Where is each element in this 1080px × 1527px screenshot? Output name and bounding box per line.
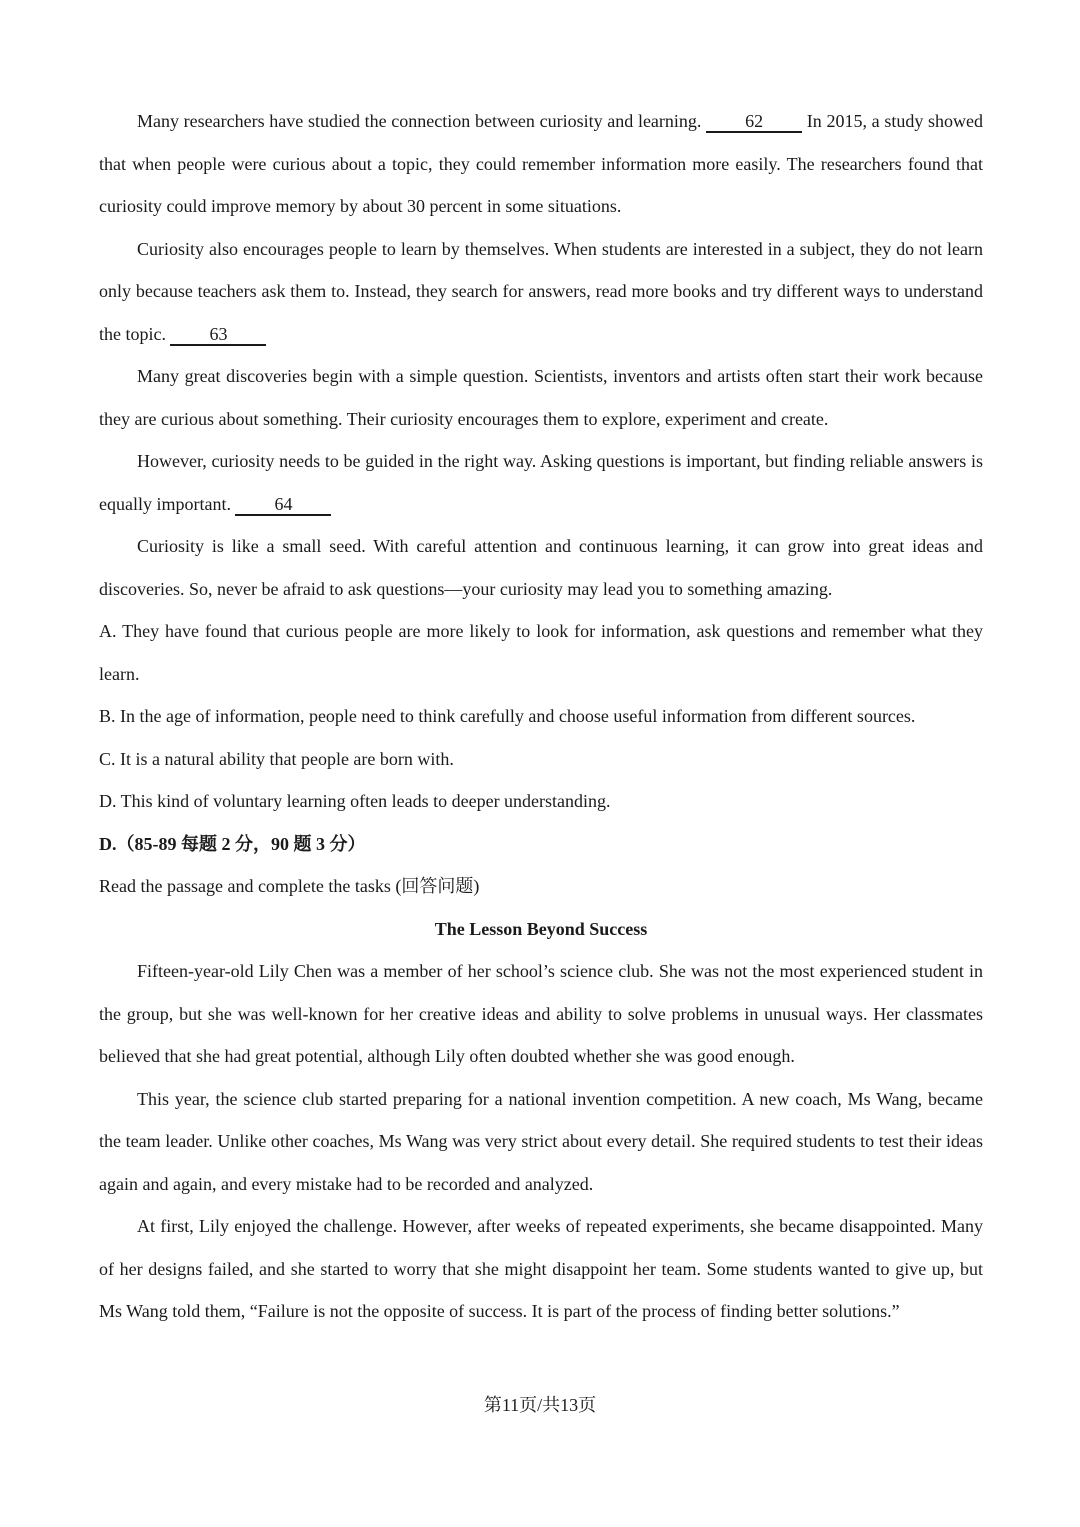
reading-paragraph-2: This year, the science club started preparing for a national invention competition. A new coach, Ms Wang, became the team leader. Unlike other coaches, Ms Wang was very strict about every detail. She required students to test their ideas again and again, and every mistake had to be recorded and analyzed. xyxy=(99,1088,983,1194)
blank-64[interactable]: 64 xyxy=(235,494,331,516)
paragraph-text: However, curiosity needs to be guided in the right way. Asking questions is important, but finding reliable answers is equally important. xyxy=(99,451,983,514)
paragraph-text: Curiosity also encourages people to learn by themselves. When students are interested in a subject, they do not learn only because teachers ask them to. Instead, they search for answers, read more books and try different ways to understand the topic. xyxy=(99,238,983,344)
reading-paragraph-3: At first, Lily enjoyed the challenge. However, after weeks of repeated experiments, she became disappointed. Many of her designs failed, and she started to worry that she might disappoint her team. Some students wanted to give up, but Ms Wang told them, “Failure is not the opposite of success. It is part of the process of finding better solutions.” xyxy=(99,1216,983,1321)
option-a: A. They have found that curious people are more likely to look for information, ask questions and remember what they learn. xyxy=(99,621,983,684)
passage-paragraph-3: Many great discoveries begin with a simple question. Scientists, inventors and artists often start their work because they are curious about something. Their curiosity encourages them to explore, experiment and create. xyxy=(99,366,983,429)
paragraph-text: Many researchers have studied the connection between curiosity and learning. xyxy=(137,111,707,131)
document-page xyxy=(99,100,983,1333)
blank-62[interactable]: 62 xyxy=(706,111,802,133)
reading-paragraph-1: Fifteen-year-old Lily Chen was a member of her school’s science club. She was not the most experienced student in the group, but she was well-known for her creative ideas and ability to solve problems in unusual ways. Her classmates believed that she had great potential, although Lily often doubted whether she was good enough. xyxy=(99,961,983,1066)
passage-paragraph-1 xyxy=(99,100,983,228)
section-d-instruction: Read the passage and complete the tasks (回答问题) xyxy=(99,876,480,896)
passage-paragraph-2 xyxy=(99,228,983,356)
reading-title: The Lesson Beyond Success xyxy=(434,918,648,939)
page-number-footer: 第11页/共13页 xyxy=(483,1395,597,1415)
blank-63[interactable]: 63 xyxy=(170,324,266,346)
option-b: B. In the age of information, people need to think carefully and choose useful information from different sources. xyxy=(99,706,916,726)
passage-paragraph-5: Curiosity is like a small seed. With careful attention and continuous learning, it can grow into great ideas and discoveries. So, never be afraid to ask questions—your curiosity may lead you to something amazing. xyxy=(99,536,983,599)
option-c: C. It is a natural ability that people are born with. xyxy=(99,748,454,769)
paragraph-text: In 2015, a study showed that when people were curious about a topic, they could remember information more easily. The researchers found that curiosity could improve memory by about 30 percent in some situations. xyxy=(99,111,983,216)
section-d-heading: D.（85-89 每题 2 分，90 题 3 分） xyxy=(99,833,366,854)
passage-paragraph-4 xyxy=(99,440,983,525)
option-d: D. This kind of voluntary learning often leads to deeper understanding. xyxy=(99,791,611,811)
